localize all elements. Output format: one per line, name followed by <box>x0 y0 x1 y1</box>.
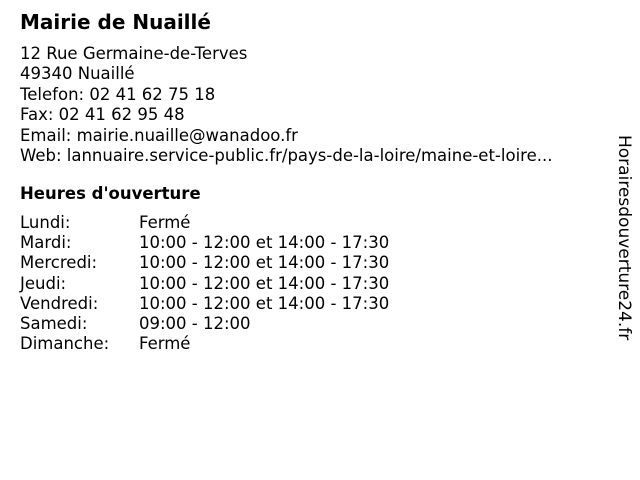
hours-row-saturday <box>20 314 389 334</box>
hours-row-wednesday <box>20 253 389 273</box>
day-hours: 10:00 - 12:00 et 14:00 - 17:30 <box>139 233 390 253</box>
opening-hours-table <box>20 213 389 354</box>
day-label: Dimanche: <box>20 334 110 354</box>
contact-block <box>20 44 552 166</box>
day-label: Lundi: <box>20 213 71 232</box>
hours-row-thursday <box>20 274 389 294</box>
day-label: Samedi: <box>20 314 88 334</box>
hours-row-sunday <box>20 334 389 354</box>
hours-row-monday <box>20 213 389 233</box>
day-label: Mercredi: <box>20 253 98 273</box>
day-label: Vendredi: <box>20 293 99 313</box>
day-hours: 10:00 - 12:00 et 14:00 - 17:30 <box>139 253 390 273</box>
page-title: Mairie de Nuaillé <box>20 10 211 34</box>
day-hours: Fermé <box>139 213 191 232</box>
hours-row-friday <box>20 294 389 314</box>
fax-number: Fax: 02 41 62 95 48 <box>20 105 185 125</box>
day-hours: 09:00 - 12:00 <box>139 314 251 334</box>
hours-row-tuesday <box>20 233 389 253</box>
email-address: Email: mairie.nuaille@wanadoo.fr <box>20 125 298 145</box>
hours-heading: Heures d'ouverture <box>20 184 201 203</box>
phone-number: Telefon: 02 41 62 75 18 <box>20 84 216 104</box>
site-watermark: Horairesdouverture24.fr <box>614 135 634 341</box>
day-hours: 10:00 - 12:00 et 14:00 - 17:30 <box>139 293 390 313</box>
city-address: 49340 Nuaillé <box>20 64 135 84</box>
website-url: Web: lannuaire.service-public.fr/pays-de-la-loire/maine-et-loire... <box>20 146 553 166</box>
day-hours: 10:00 - 12:00 et 14:00 - 17:30 <box>139 273 390 293</box>
day-label: Jeudi: <box>20 273 67 293</box>
day-hours: Fermé <box>139 334 191 354</box>
day-label: Mardi: <box>20 233 72 253</box>
street-address: 12 Rue Germaine-de-Terves <box>20 44 248 63</box>
